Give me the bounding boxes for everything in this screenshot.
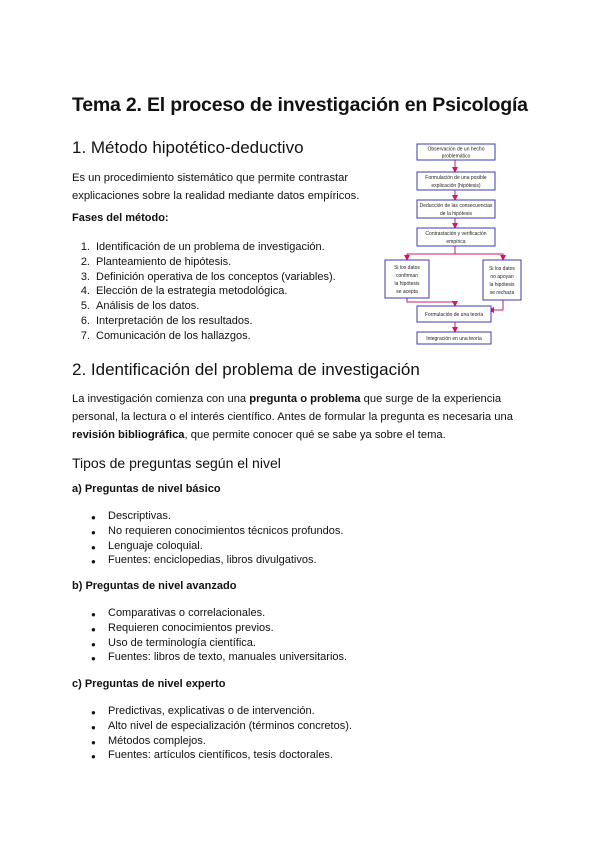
- diagram-box-label: Contrastación y verificación: [425, 231, 487, 237]
- question-group-item: [88, 539, 343, 554]
- phase-text: Comunicación de los hallazgos.: [96, 329, 251, 342]
- diagram-box-label: se acepta: [396, 289, 418, 295]
- diagram-box: [385, 260, 429, 298]
- question-group-item-text: Alto nivel de especialización (términos concretos).: [108, 719, 352, 732]
- diagram-box-label: Observación de un hecho: [427, 146, 485, 153]
- section2-paragraph: [72, 390, 513, 444]
- arrow-4-6: [455, 254, 503, 260]
- arrow-5-7: [407, 298, 455, 306]
- phases-list: [76, 240, 336, 344]
- diagram-box-label: Integración en una teoría: [426, 336, 482, 342]
- section1-intro-line1: Es un procedimiento sistemático que permite contrastar: [72, 172, 349, 184]
- diagram-box-label: explicación (hipótesis): [431, 183, 481, 189]
- question-group-item: [88, 606, 347, 621]
- bullet-icon: ●: [91, 708, 96, 717]
- phase-number: 3.: [80, 270, 90, 283]
- types-heading: Tipos de preguntas según el nivel: [72, 455, 281, 471]
- diagram-box: [417, 200, 495, 218]
- question-group-item-text: Predictivas, explicativas o de intervención.: [108, 705, 315, 717]
- phase-item: [76, 329, 336, 344]
- question-group-title: c) Preguntas de nivel experto: [72, 678, 226, 690]
- question-group-item: [88, 748, 352, 763]
- section1-intro-line2: explicaciones sobre la realidad mediante datos empíricos.: [72, 190, 360, 202]
- diagram-box-label: problemático: [441, 153, 471, 160]
- phase-item: [76, 255, 336, 270]
- phase-text: Elección de la estrategia metodológica.: [96, 285, 288, 298]
- section1-intro: [72, 169, 359, 205]
- phase-text: Planteamiento de hipótesis.: [96, 255, 232, 268]
- diagram-box-label: se rechaza: [489, 290, 515, 296]
- question-group-item-text: Lenguaje coloquial.: [108, 539, 203, 552]
- bullet-icon: ●: [91, 557, 96, 567]
- question-group-title: a) Preguntas de nivel básico: [72, 483, 221, 495]
- bullet-icon: ●: [91, 639, 96, 649]
- phase-item: [76, 270, 336, 285]
- diagram-boxes: [385, 144, 521, 344]
- diagram-box-label: Si los datos: [394, 265, 420, 271]
- phase-text: Definición operativa de los conceptos (variables).: [96, 270, 336, 283]
- phase-text: Interpretación de los resultados.: [96, 314, 253, 327]
- para-text: que surge de la experiencia: [360, 393, 502, 405]
- diagram-box: [417, 306, 491, 322]
- question-group-item-text: Fuentes: artículos científicos, tesis doctorales.: [108, 749, 333, 762]
- phase-text: Análisis de los datos.: [96, 300, 200, 313]
- para-text: personal, la lectura o el interés científico. Antes de formular la pregunta es necesaria una: [72, 411, 513, 423]
- diagram-box: [417, 228, 495, 246]
- para-bold-pregunta: pregunta o problema: [249, 393, 361, 405]
- diagram-box: [417, 332, 491, 344]
- diagram-box-label: Formulación de una teoría: [424, 312, 484, 318]
- diagram-box-label: la hipótesis: [394, 281, 420, 287]
- question-group-list: [88, 509, 343, 568]
- question-group-item: [88, 621, 347, 636]
- diagram-box-label: no apoyan: [490, 274, 514, 280]
- phase-number: 5.: [80, 300, 90, 313]
- question-group-item-text: Fuentes: enciclopedias, libros divulgativos.: [108, 554, 317, 567]
- phase-item: [76, 240, 336, 255]
- question-group-list: [88, 704, 352, 763]
- question-group-item: [88, 734, 352, 749]
- diagram-box: [417, 144, 495, 160]
- phase-item: [76, 299, 336, 314]
- bullet-icon: ●: [91, 752, 96, 762]
- question-group-item-text: Uso de terminología científica.: [108, 636, 256, 649]
- diagram-box-label: Si los datos: [489, 266, 515, 272]
- question-group-item: [88, 650, 347, 665]
- question-group-item-text: Métodos complejos.: [108, 734, 206, 747]
- diagram-box: [483, 260, 521, 300]
- question-group-item: [88, 719, 352, 734]
- bullet-icon: ●: [91, 654, 96, 664]
- diagram-box-label: empírica: [446, 239, 466, 245]
- question-group-item: [88, 553, 343, 568]
- diagram-box-label: Deducción de las consecuencias: [419, 203, 493, 209]
- question-group-item-text: Fuentes: libros de texto, manuales universitarios.: [108, 651, 348, 664]
- arrow-4-5: [407, 246, 455, 260]
- question-group-item-text: No requieren conocimientos técnicos profundos.: [108, 524, 344, 537]
- phase-number: 2.: [80, 255, 90, 268]
- phase-number: 7.: [80, 329, 90, 342]
- diagram-box-label: de la hipótesis: [440, 211, 472, 217]
- diagram-box: [417, 172, 495, 190]
- bullet-icon: ●: [91, 624, 96, 634]
- bullet-icon: ●: [91, 737, 96, 747]
- question-group-item: [88, 636, 347, 651]
- bullet-icon: ●: [91, 513, 96, 522]
- question-group-item-text: Requieren conocimientos previos.: [108, 621, 274, 634]
- bullet-icon: ●: [91, 527, 96, 537]
- page-title: Tema 2. El proceso de investigación en Psicología: [72, 94, 528, 116]
- para-text: La investigación comienza con una: [72, 393, 250, 405]
- para-bold-revision: revisión bibliográfica: [72, 429, 185, 441]
- diagram-box-label: Formulación de una posible: [425, 175, 487, 181]
- method-flow-diagram: [383, 140, 543, 355]
- phase-number: 1.: [80, 241, 90, 253]
- section1-heading: 1. Método hipotético-deductivo: [72, 138, 304, 157]
- question-group-item: [88, 704, 352, 719]
- diagram-box-label: la hipótesis: [489, 282, 515, 288]
- bullet-icon: ●: [91, 610, 96, 619]
- phase-number: 4.: [80, 285, 90, 298]
- bullet-icon: ●: [91, 542, 96, 552]
- bullet-icon: ●: [91, 722, 96, 732]
- phase-item: [76, 314, 336, 329]
- phase-number: 6.: [80, 314, 90, 327]
- diagram-box-label: confirman: [396, 273, 418, 279]
- question-group-item-text: Comparativas o correlacionales.: [108, 607, 266, 619]
- question-group-item: [88, 509, 343, 524]
- phase-item: [76, 284, 336, 299]
- question-group-list: [88, 606, 347, 665]
- section2-heading: 2. Identificación del problema de investigación: [72, 360, 420, 379]
- para-text: , que permite conocer qué se sabe ya sobre el tema.: [184, 429, 446, 441]
- question-group-item: [88, 524, 343, 539]
- phase-text: Identificación de un problema de investigación.: [96, 241, 325, 253]
- question-group-title: b) Preguntas de nivel avanzado: [72, 580, 237, 592]
- question-group-item-text: Descriptivas.: [108, 510, 171, 522]
- phases-title: Fases del método:: [72, 212, 169, 224]
